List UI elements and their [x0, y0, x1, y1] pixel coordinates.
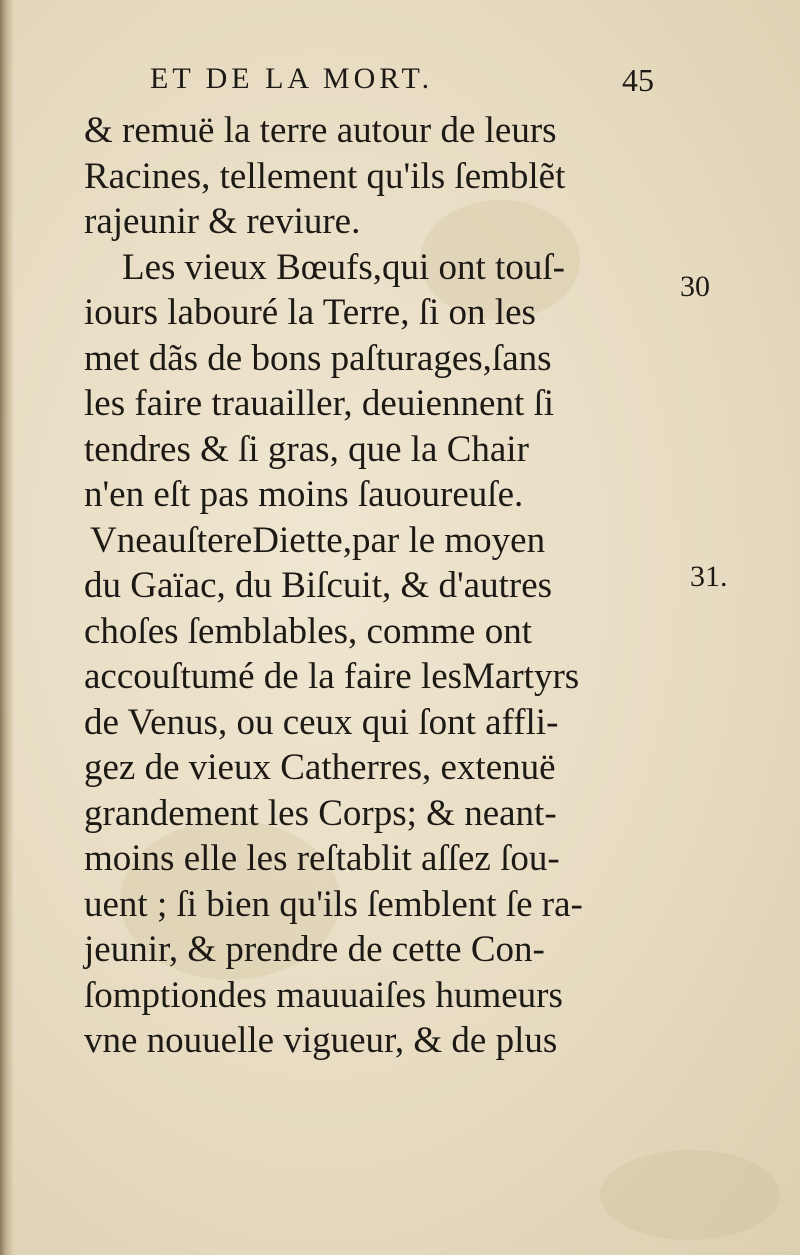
- page-gutter-shadow: [0, 0, 14, 1255]
- text-line: iours labouré la Terre, ſi on les: [84, 292, 536, 333]
- paragraph-start-line: Les vieux Bœufs,qui ont touſ-: [122, 246, 565, 288]
- text-line: tendres & ſi gras, que la Chair: [84, 428, 529, 470]
- text-line: ſomptiondes mauuaiſes humeurs: [84, 974, 563, 1016]
- text-line: met dãs de bons paſturages,ſans: [84, 337, 552, 379]
- text-line: uent ; ſi bien qu'ils ſemblent ſe ra-: [84, 883, 583, 925]
- text-line: jeunir, & prendre de cette Con-: [84, 929, 545, 970]
- running-head: ET DE LA MORT.: [150, 62, 434, 95]
- text-line: les faire trauailler, deuiennent ſi: [84, 383, 555, 424]
- text-line: gez de vieux Catherres, extenuë: [84, 747, 556, 788]
- page-number: 45: [622, 62, 654, 98]
- margin-note-31: 31.: [690, 560, 728, 593]
- text-line: accouſtumé de la faire lesMartyrs: [84, 656, 580, 697]
- text-line: du Gaïac, du Biſcuit, & d'autres: [84, 565, 553, 606]
- text-line: & remuë la terre autour de leurs: [84, 110, 557, 151]
- text-line: de Venus, ou ceux qui ſont affli-: [84, 701, 559, 743]
- text-line: moins elle les reſtablit aſſez ſou-: [84, 838, 560, 879]
- text-line: n'en eſt pas moins ſauoureuſe.: [84, 474, 524, 515]
- body-text: [84, 108, 664, 1064]
- margin-note-30: 30: [680, 270, 710, 303]
- text-line: choſes ſemblables, comme ont: [84, 610, 532, 652]
- text-line: grandement les Corps; & neant-: [84, 792, 557, 834]
- paragraph-start-line: VneauſtereDiette,par le moyen: [90, 519, 546, 561]
- text-line: vne nouuelle vigueur, & de plus: [84, 1020, 558, 1061]
- text-line: Racines, tellement qu'ils ſemblẽt: [84, 155, 566, 197]
- page-header: [150, 62, 670, 106]
- text-line: rajeunir & reviure.: [84, 201, 361, 242]
- paper-stain: [600, 1150, 780, 1240]
